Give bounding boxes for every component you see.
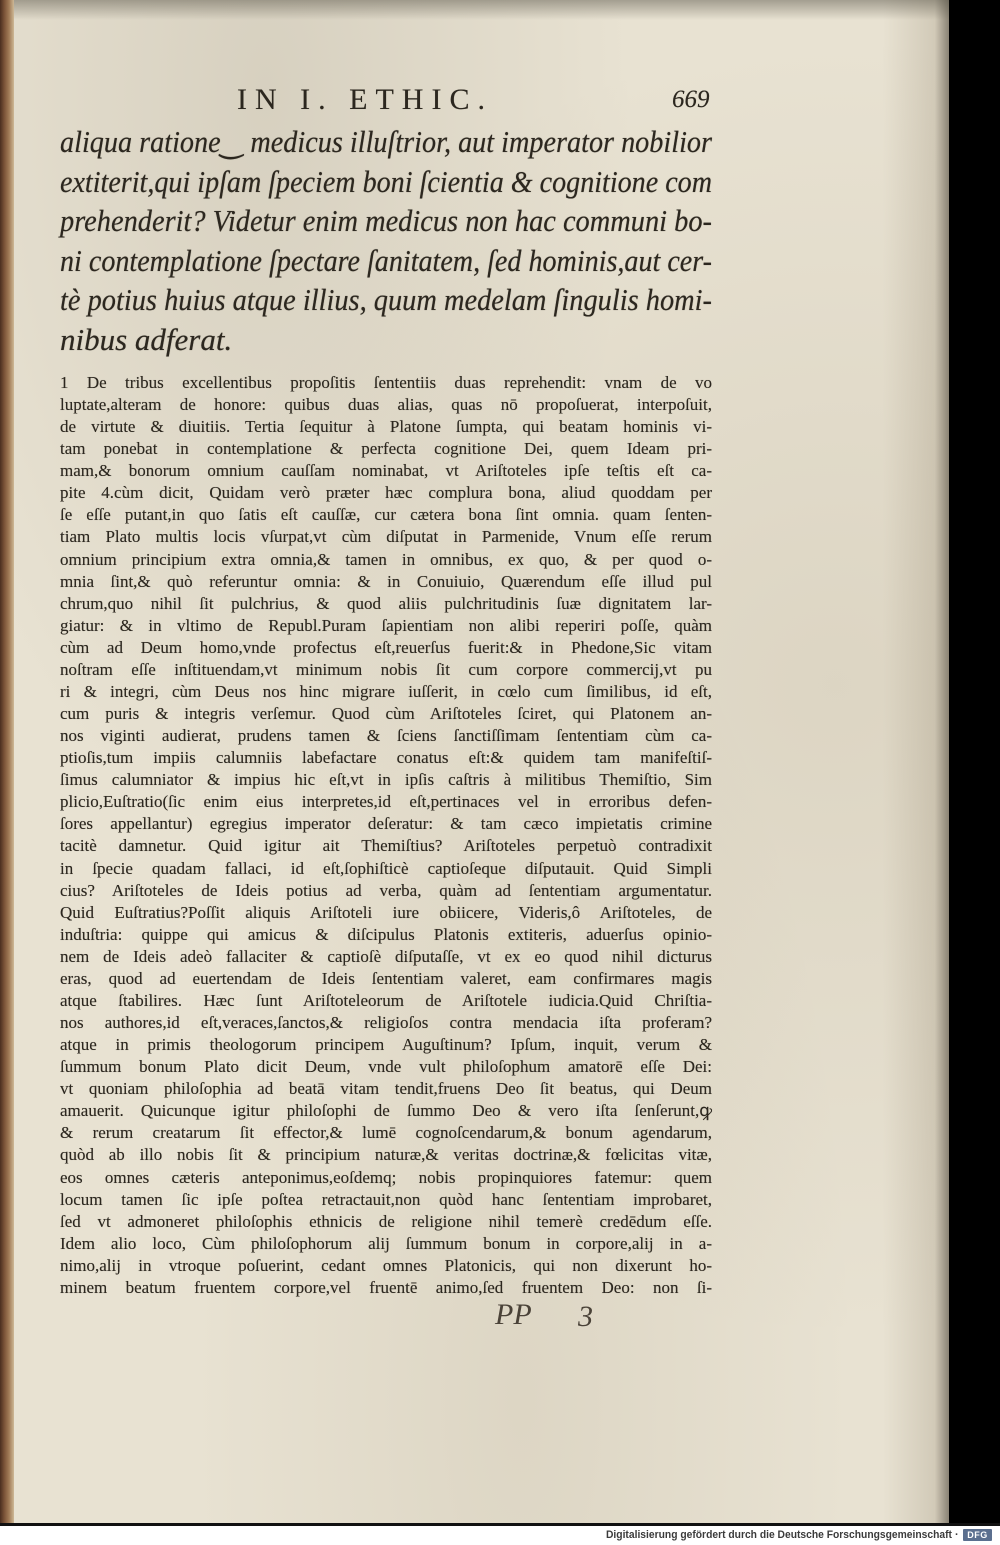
signature-mark: PP (495, 1298, 532, 1331)
running-head: IN I. ETHIC. (237, 83, 493, 116)
commentary-line: nimo,alij in vtroque poſuerint, cedant omnes Platonicis, qui non dixerunt ho- (60, 1255, 712, 1275)
commentary-line: tam ponebat in contemplatione & perfecta cognitione Dei, quem Ideam pri- (60, 439, 712, 459)
page-number: 669 (672, 86, 710, 113)
text-line: aliqua ratione‿ medicus illuſtrior, aut imperator nobilior (60, 124, 713, 159)
dfg-logo: DFG (963, 1529, 992, 1541)
commentary-line: ptioſis,tum impiis calumniis labefactare conatus eſt:& quidem tam manifeſtiſ- (60, 748, 712, 768)
commentary-line: nos authores,id eſt,veraces,ſanctos,& religioſos contra mendacia iſta proferam? (60, 1013, 712, 1033)
commentary-line: 1 De tribus excellentibus propoſitis ſententiis duas reprehendit: vnam de vo (60, 373, 712, 392)
binding-edge (0, 0, 14, 1523)
commentary-line: cius? Ariſtoteles de Ideis potius ad verba, quàm ad ſententiam argumentatur. (60, 880, 712, 900)
commentary-line: pite 4.cùm dicit, Quidam verò præter hæc complura bona, aliud quoddam per (60, 483, 712, 503)
digitization-credit: Digitalisierung gefördert durch die Deutsche Forschungsgemeinschaft (606, 1529, 952, 1541)
commentary-line: noſtram eſſe inſtituendam,vt minimum nobis ſit cum corpore commercij,vt pu (60, 659, 712, 679)
footer-bar (0, 1526, 1000, 1545)
commentary-line: luptate,alteram de honore: quibus duas alias, quas nō propoſuerat, interpoſuit, (60, 395, 712, 415)
commentary-line: nem de Ideis adeò fallaciter & captioſè diſputaſſe, vt ex eo quod nihil dicturus (60, 946, 712, 966)
commentary-line: minem beatum fruentem corpore,vel fruentē animo,ſed fruentem Deo: non ſi- (60, 1277, 712, 1297)
commentary-line: induſtria: quippe qui amicus & diſcipulus Platonis extiteris, aduerſus opinio- (60, 924, 712, 944)
commentary-line: ſores appellantur) egregius imperator deſeratur: & tam cæco impietatis crimine (60, 814, 712, 834)
main-text-block (60, 122, 712, 362)
commentary-line: Idem alio loco, Cùm philoſophorum alij ſummum bonum in corpore,alij in a- (60, 1233, 712, 1253)
text-line: ni contemplatione ſpectare ſanitatem, ſed hominis,aut cer- (60, 242, 712, 278)
commentary-line: cùm ad Deum homo,vnde profectus eſt,reuerſus fuerit:& in Phedone,Sic vitam (60, 637, 712, 657)
signature-number: 3 (578, 1300, 593, 1333)
text-line: nibus adferat. (60, 321, 233, 357)
commentary-line: ſummum bonum Plato dicit Deum, vnde vult philoſophum amatorē eſſe Dei: (60, 1057, 712, 1077)
commentary-line: amauerit. Quicunque igitur philoſophi de ſummo Deo & vero iſta ſenſerunt,ꝙ (60, 1101, 712, 1121)
text-line: prehenderit? Videtur enim medicus non hac communi bo- (60, 203, 712, 238)
commentary-line: Quid Euſtratius?Poſſit aliquis Ariſtoteli iure obiicere, Videris,ô Ariſtoteles, de (60, 902, 712, 922)
credit-separator: · (955, 1529, 959, 1541)
commentary-line: chrum,quo nihil ſit pulchrius, & quod aliis pulchritudinis ſuæ dignitatem lar- (60, 593, 712, 613)
commentary-line: tacitè damnetur. Quid igitur ait Themiſtius? Ariſtoteles perpetuò contradixit (60, 836, 712, 856)
commentary-line: giatur: & in vltimo de Republ.Puram ſapientiam non alibi reperiri poſſe, quàm (60, 615, 712, 635)
commentary-line: atque ſtabilires. Hæc ſunt Ariſtoteleorum de Ariſtotele iudicia.Quid Chriſtia- (60, 990, 712, 1010)
commentary-line: atque in primis theologorum principem Auguſtinum? Ipſum, inquit, verum & (60, 1035, 712, 1055)
commentary-line: quòd ab illo nobis ſit & principium naturæ,& veritas doctrinæ,& fœlicitas vitæ, (60, 1145, 712, 1165)
commentary-line: omnium principium extra omnia,& tamen in omnibus, ex quo, & per quod o- (60, 549, 712, 569)
commentary-line: locum tamen ſic ipſe poſtea retractauit,non quòd hanc ſententiam improbaret, (60, 1189, 712, 1209)
commentary-line: eos omnes cæteris anteponimus,eoſdemq; nobis propinquiores fatemur: quem (60, 1167, 712, 1187)
text-line: extiterit,qui ipſam ſpeciem boni ſcientia & cognitione com (60, 163, 713, 199)
commentary-line: ſed vt admoneret philoſophis ethnicis de religione nihil temerè credēdum eſſe. (60, 1211, 712, 1231)
commentary-line: de virtute & diuitiis. Tertia ſequitur à Platone ſumpta, qui beatam hominis vi- (60, 417, 712, 437)
commentary-line: tiam Plato multis locis vſurpat,vt cùm diſputat in Parmenide, Vnum eſſe rerum (60, 527, 712, 547)
text-line: tè potius huius atque illius, quum medelam ſingulis homi- (60, 282, 713, 317)
commentary-line: ri & integri, cùm Deus nos hinc migrare iuſſerit, in cœlo cum ſimilibus, id eſt, (60, 681, 712, 701)
commentary-line: ſimus calumniator & impius hic eſt,vt in ipſis caſtris à militibus Themiſtio, Sim (60, 770, 712, 790)
commentary-line: vt quoniam philoſophia ad beatā vitam tendit,fruens Deo ſit beatus, qui Deum (60, 1079, 712, 1099)
commentary-line: eras, quod ad euertendam de Ideis ſententiam valeret, eam confirmares magis (60, 968, 712, 988)
commentary-line: plicio,Euſtratio(ſic enim eius interpretes,id eſt,pertinaces vel in erroribus defen- (60, 792, 712, 812)
commentary-line: in ſpecie quadam fallaci, id eſt,ſophiſticè captioſeque diſputauit. Quid Simpli (60, 858, 712, 878)
commentary-line: cum puris & integris verſemur. Quod cùm Ariſtoteles ſciret, qui Platonem an- (60, 704, 712, 724)
commentary-line: mam,& bonorum omnium cauſſam nominabat, vt Ariſtoteles ipſe teſtis eſt ca- (60, 461, 712, 481)
commentary-block (60, 372, 712, 1302)
commentary-line: ſe eſſe putant,in quo ſatis eſt cauſſæ, cur cætera bona ſint omnia. quam ſenten- (60, 505, 712, 525)
commentary-line: mnia ſint,& quò referuntur omnia: & in Conuiuio, Quærendum eſſe illud pul (60, 571, 712, 591)
commentary-line: & rerum creatarum ſit effector,& lumē cognoſcendarum,& bonum agendarum, (60, 1123, 712, 1143)
commentary-line: nos viginti audierat, prudens tamen & ſciens ſanctiſſimam ſententiam cùm ca- (60, 726, 712, 746)
